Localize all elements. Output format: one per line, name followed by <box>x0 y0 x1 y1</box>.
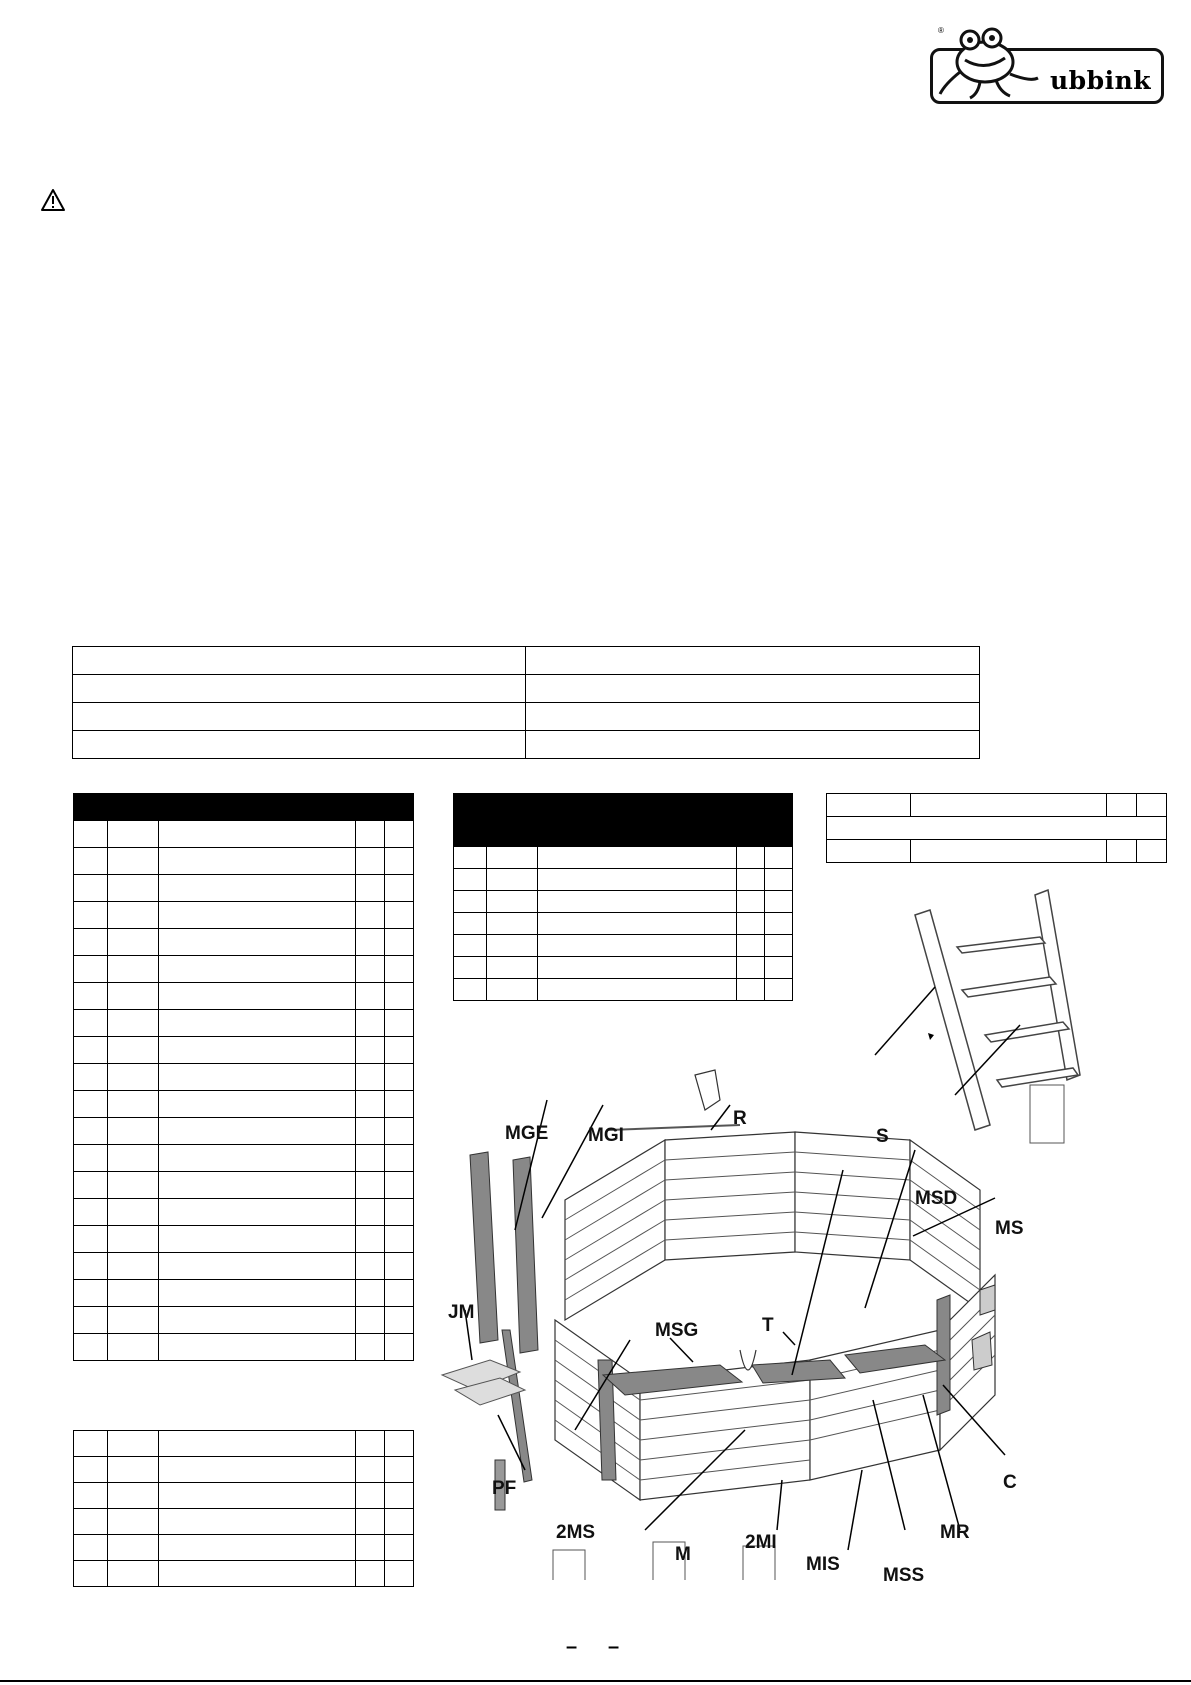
table-row <box>74 1307 414 1334</box>
table-row <box>74 1561 414 1587</box>
table-header-row <box>454 794 793 818</box>
label-2mi: 2MI <box>745 1532 777 1553</box>
table-row <box>74 1226 414 1253</box>
table-header-row <box>454 818 793 847</box>
table-row <box>74 929 414 956</box>
label-s: S <box>876 1126 889 1147</box>
table-row <box>74 875 414 902</box>
ladder-table <box>826 793 1167 863</box>
table-row <box>74 821 414 848</box>
table-row <box>73 703 980 731</box>
table-row <box>74 956 414 983</box>
table-row <box>454 891 793 913</box>
frog-mascot-icon <box>930 22 1050 102</box>
table-row <box>74 1199 414 1226</box>
table-row <box>74 1483 414 1509</box>
table-row <box>74 1064 414 1091</box>
table-row <box>74 983 414 1010</box>
label-pf: PF <box>492 1478 517 1499</box>
table-row <box>827 840 1167 863</box>
table-row <box>74 1172 414 1199</box>
table-row <box>827 794 1167 817</box>
label-t: T <box>762 1315 774 1336</box>
table-row <box>74 1091 414 1118</box>
table-row <box>454 957 793 979</box>
label-msd: MSD <box>915 1188 958 1209</box>
table-row <box>74 1253 414 1280</box>
warning-triangle-icon <box>40 188 66 212</box>
footer-dash-left: – <box>566 1636 578 1658</box>
label-jm: JM <box>448 1302 475 1323</box>
label-2ms: 2MS <box>556 1522 596 1543</box>
table-row <box>74 1118 414 1145</box>
summary-table <box>72 646 980 759</box>
footer-dash-right: – <box>608 1636 620 1658</box>
table-row <box>454 869 793 891</box>
table-row <box>74 1509 414 1535</box>
table-row <box>74 902 414 929</box>
parts-table-left <box>73 793 414 1361</box>
label-r: R <box>733 1108 747 1129</box>
table-row <box>74 1457 414 1483</box>
label-c: C <box>1003 1472 1017 1493</box>
table-row <box>74 1431 414 1457</box>
table-row <box>74 1535 414 1561</box>
table-row <box>454 913 793 935</box>
label-mgi: MGI <box>588 1125 624 1146</box>
label-m: M <box>675 1544 691 1565</box>
label-mr: MR <box>940 1522 970 1543</box>
table-row <box>74 1010 414 1037</box>
registered-mark: ® <box>938 26 944 35</box>
footer-rule <box>0 1680 1191 1682</box>
label-mge: MGE <box>505 1123 549 1144</box>
table-row <box>74 1334 414 1361</box>
table-row <box>454 935 793 957</box>
table-row <box>74 848 414 875</box>
table-row <box>827 817 1167 840</box>
parts-table-middle <box>453 793 793 1001</box>
label-ms: MS <box>995 1218 1024 1239</box>
brand-name: ubbink <box>1050 66 1152 95</box>
table-row <box>454 979 793 1001</box>
table-row <box>74 1145 414 1172</box>
label-mss: MSS <box>883 1565 925 1586</box>
table-row <box>74 1037 414 1064</box>
parts-table-left-bottom <box>73 1430 414 1587</box>
table-row <box>73 647 980 675</box>
table-row <box>74 1280 414 1307</box>
table-header-row <box>74 794 414 821</box>
table-row <box>73 731 980 759</box>
label-mis: MIS <box>806 1554 840 1575</box>
table-row <box>454 847 793 869</box>
label-msg: MSG <box>655 1320 699 1341</box>
table-row <box>73 675 980 703</box>
